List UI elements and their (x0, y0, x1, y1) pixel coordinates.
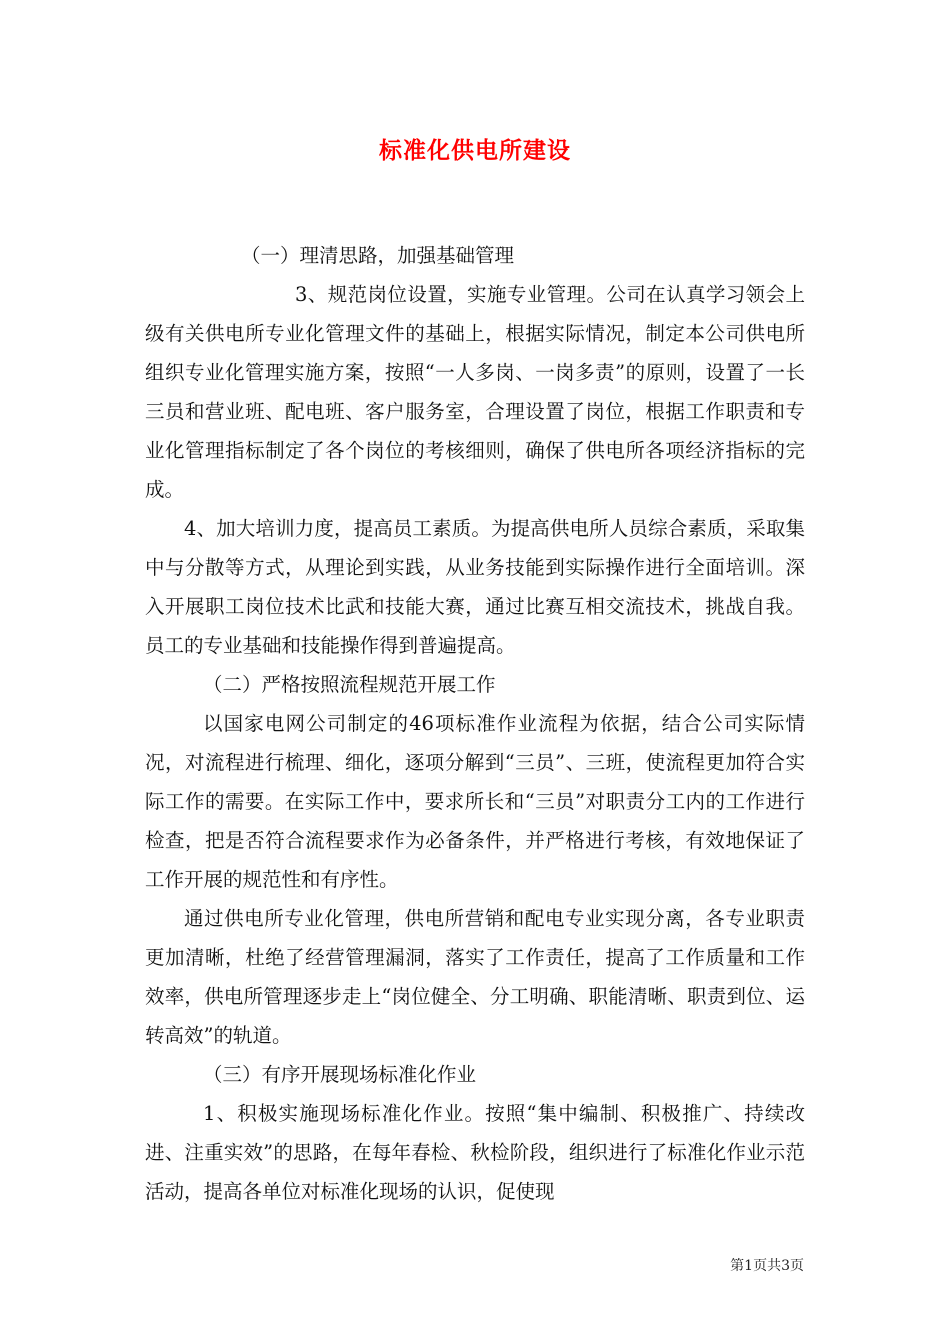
document-title: 标准化供电所建设 (379, 137, 571, 164)
page-number: 第1页共3页 (730, 1258, 804, 1274)
document-body (145, 236, 805, 1211)
section-heading-1: （一）理清思路，加强基础管理 (241, 244, 515, 267)
paragraph-item-1: 1、积极实施现场标准化作业。按照“集中编制、积极推广、持续改进、注重实效”的思路，在每年春检、秋检阶段，组织进行了标准化作业示范活动，提高各单位对标准化现场的认识，促使现 (145, 1102, 805, 1203)
paragraph-item-3: 3、规范岗位设置，实施专业管理。公司在认真学习领会上级有关供电所专业化管理文件的基础上，根据实际情况，制定本公司供电所组织专业化管理实施方案，按照“一人多岗、一岗多责”的原则，设置了一长三员和营业班、配电班、客户服务室，合理设置了岗位，根据工作职责和专业化管理指标制定了各个岗位的考核细则，确保了供电所各项经济指标的完成。 (145, 283, 805, 501)
section-heading-3: （三）有序开展现场标准化作业 (203, 1063, 477, 1086)
paragraph-summary: 通过供电所专业化管理，供电所营销和配电专业实现分离，各专业职责更加清晰，杜绝了经营管理漏洞，落实了工作责任，提高了工作质量和工作效率，供电所管理逐步走上“岗位健全、分工明确、职能清晰、职责到位、运转高效”的轨道。 (145, 907, 805, 1047)
paragraph-item-4: 4、加大培训力度，提高员工素质。为提高供电所人员综合素质，采取集中与分散等方式，从理论到实践，从业务技能到实际操作进行全面培训。深入开展职工岗位技术比武和技能大赛，通过比赛互相交流技术，挑战自我。员工的专业基础和技能操作得到普遍提高。 (145, 517, 805, 657)
section-heading-2: （二）严格按照流程规范开展工作 (203, 673, 496, 696)
paragraph-process: 以国家电网公司制定的46项标准作业流程为依据，结合公司实际情况，对流程进行梳理、细化，逐项分解到“三员”、三班，使流程更加符合实际工作的需要。在实际工作中，要求所长和“三员”对职责分工内的工作进行检查，把是否符合流程要求作为必备条件，并严格进行考核，有效地保证了工作开展的规范性和有序性。 (145, 712, 805, 891)
